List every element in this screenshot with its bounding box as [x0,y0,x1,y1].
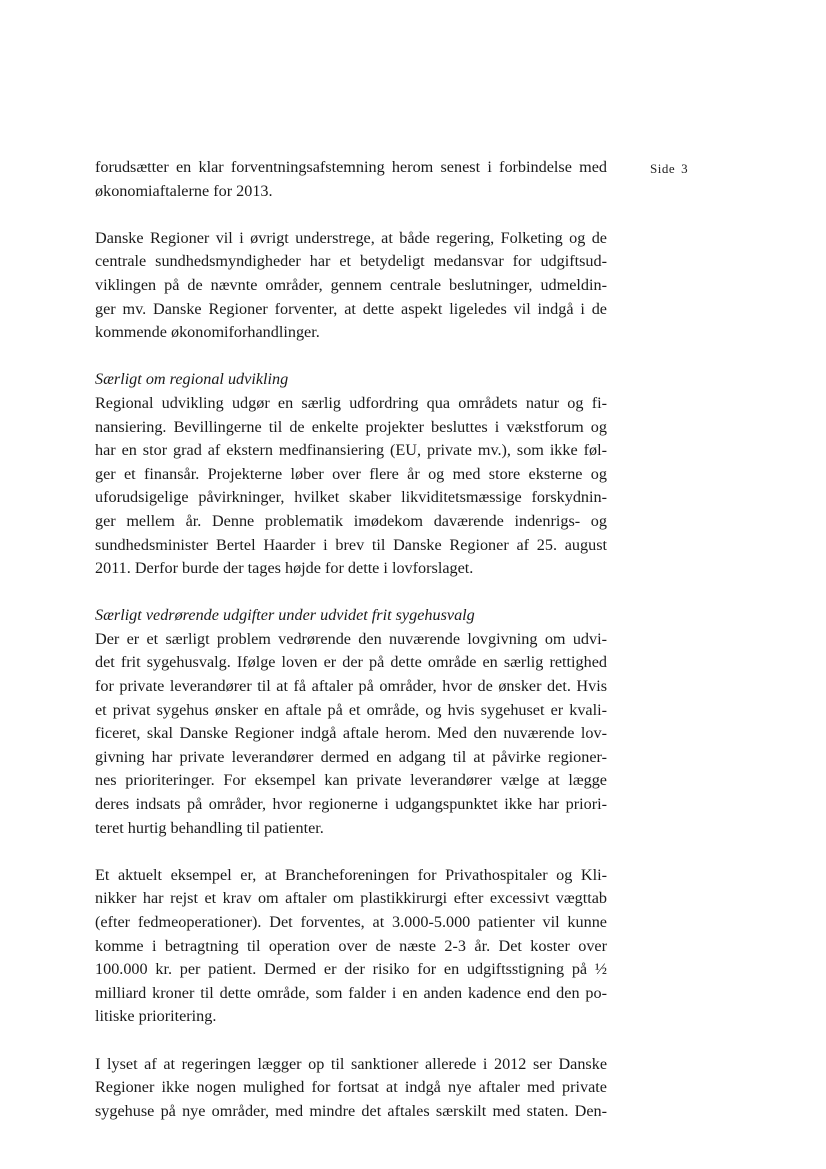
paragraph [95,864,607,1029]
paragraph [95,604,607,840]
page-number: 3 [681,161,689,176]
text-line: nikker har rejst et krav om aftaler om plastikkirurgi efter excessivt vægttab [95,889,607,908]
text-line: ger mellem år. Denne problematik imødekom daværende indenrigs- og [95,511,607,530]
paragraph [95,368,607,580]
text-line: nes prioriteringer. For eksempel kan private leverandører vælge at lægge [95,771,607,790]
paragraph [95,156,607,203]
text-line: komme i betragtning til operation over de næste 2-3 år. Det koster over [95,936,607,955]
text-line: Regional udvikling udgør en særlig udfordring qua områdets natur og fi- [95,393,607,412]
text-line: kommende økonomiforhandlinger. [95,323,320,342]
text-line: I lyset af at regeringen lægger op til sanktioner allerede i 2012 ser Danske [95,1054,607,1073]
text-line: for private leverandører til at få aftaler på områder, hvor de ønsker det. Hvis [95,677,607,696]
text-line: sundhedsminister Bertel Haarder i brev til Danske Regioner af 25. august [95,535,607,554]
section-heading: Særligt vedrørende udgifter under udvidet frit sygehusvalg [95,606,475,625]
text-line: viklingen på de nævnte områder, gennem centrale beslutninger, udmeldin- [95,275,607,294]
text-line: det frit sygehusvalg. Ifølge loven er der på dette område en særlig rettighed [95,653,607,672]
section-heading: Særligt om regional udvikling [95,370,289,389]
text-line: givning har private leverandører dermed en adgang til at påvirke regioner- [95,747,607,766]
text-line: et privat sygehus ønsker en aftale på et område, og hvis sygehuset er kvali- [95,700,607,719]
text-line: ger et finansår. Projekterne løber over flere år og med store eksterne og [95,464,607,483]
page-side-text: Side [650,161,676,176]
paragraph [95,227,607,345]
text-line: Et aktuelt eksempel er, at Brancheforeningen for Privathospitaler og Kli- [95,865,607,884]
text-line: uforudsigelige påvirkninger, hvilket skaber likviditetsmæssige forskydnin- [95,488,607,507]
text-line: litiske prioritering. [95,1007,217,1026]
text-line: har en stor grad af ekstern medfinansiering (EU, private mv.), som ikke føl- [95,441,607,460]
text-line: (efter fedmeoperationer). Det forventes, at 3.000-5.000 patienter vil kunne [95,913,607,931]
text-line: sygehuse på nye områder, med mindre det aftales særskilt med staten. Den- [95,1101,607,1120]
text-line: milliard kroner til dette område, som falder i en anden kadence end den po- [95,983,607,1002]
text-line: ger mv. Danske Regioner forventer, at dette aspekt ligeledes vil indgå i de [95,299,607,318]
text-line: Regioner ikke nogen mulighed for fortsat at indgå nye aftaler med private [95,1078,607,1097]
text-line: nansiering. Bevillingerne til de enkelte projekter besluttes i vækstforum og [95,417,607,436]
text-line: centrale sundhedsmyndigheder har et betydeligt medansvar for udgiftsud- [95,252,607,271]
page-number-label [650,161,688,177]
text-line: 100.000 kr. per patient. Dermed er der risiko for en udgiftsstigning på ½ [95,960,607,979]
text-line: 2011. Derfor burde der tages højde for dette i lovforslaget. [95,559,474,578]
text-line: teret hurtig behandling til patienter. [95,818,324,837]
text-line: deres indsats på områder, hvor regionerne i udgangspunktet ikke har priori- [95,795,607,814]
text-line: forudsætter en klar forventningsafstemning herom senest i forbindelse med [95,158,607,176]
text-line: økonomiaftalerne for 2013. [95,181,273,200]
text-line: Der er et særligt problem vedrørende den nuværende lovgivning om udvi- [95,629,607,648]
document-body [95,156,607,1147]
paragraph [95,1053,607,1124]
text-line: ficeret, skal Danske Regioner indgå aftale herom. Med den nuværende lov- [95,724,607,743]
text-line: Danske Regioner vil i øvrigt understrege, at både regering, Folketing og de [95,228,607,247]
